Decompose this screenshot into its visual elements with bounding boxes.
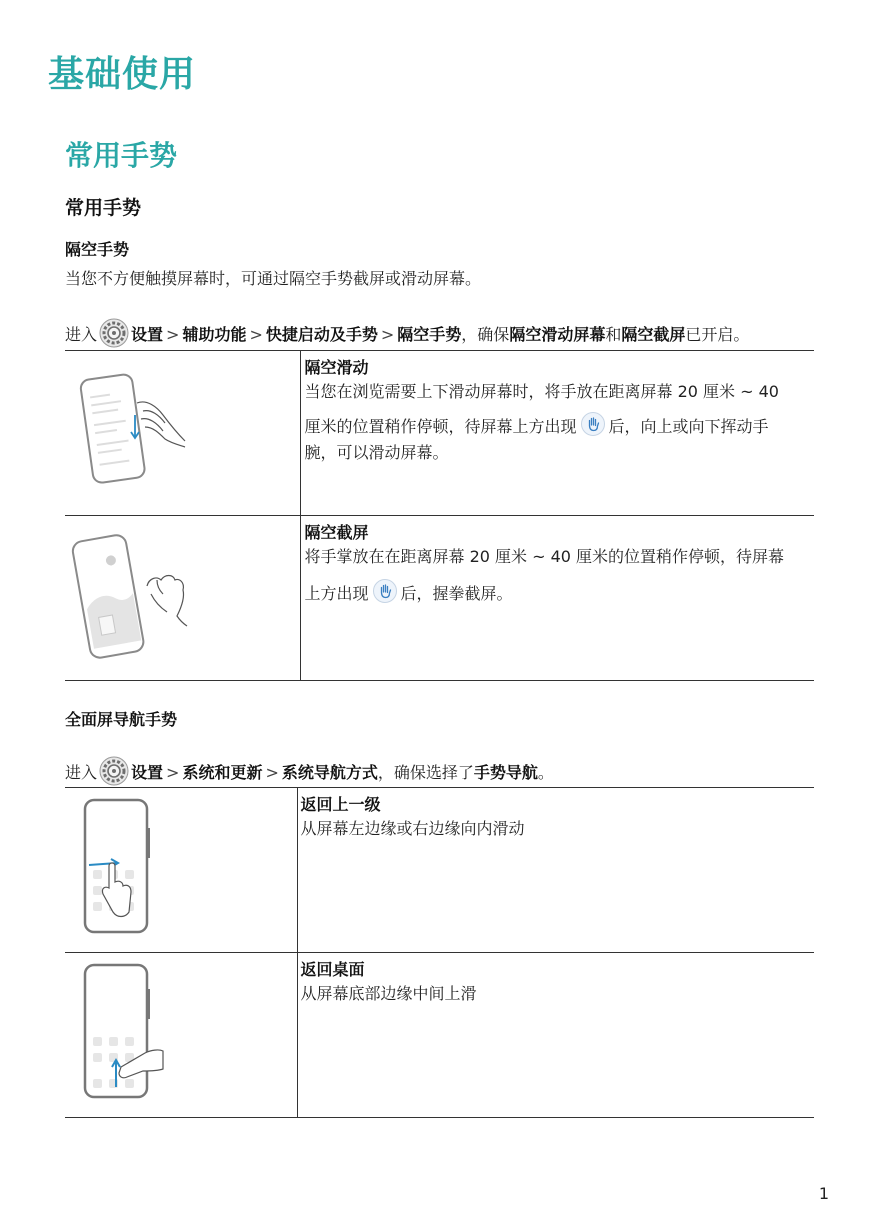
path-step-air-gesture: 隔空手势 [397, 325, 462, 344]
path-step-shortcuts: 快捷启动及手势 [265, 325, 378, 344]
air-swipe-line3: 腕，可以滑动屏幕。 [304, 443, 449, 462]
path-mid: ，确保选择了 [377, 763, 474, 782]
air-screenshot-illustration [65, 516, 300, 681]
option-air-screenshot: 隔空截屏 [621, 325, 686, 344]
path-suffix: 已开启。 [685, 325, 750, 344]
air-swipe-description [300, 351, 814, 516]
path-step-settings: 设置 [131, 325, 164, 344]
page-title: 基础使用 [48, 54, 197, 95]
path-prefix: 进入 [65, 763, 98, 782]
page-number: 1 [818, 1184, 829, 1203]
path-prefix: 进入 [65, 325, 98, 344]
air-swipe-illustration [65, 351, 300, 516]
table-row [65, 516, 814, 681]
air-swipe-title: 隔空滑动 [304, 358, 369, 377]
path-step-system-update: 系统和更新 [182, 763, 263, 782]
path-separator: > [380, 325, 395, 344]
nav-gesture-path [65, 756, 554, 786]
air-screenshot-line2b: 后，握拳截屏。 [400, 584, 513, 603]
option-air-swipe: 隔空滑动屏幕 [509, 325, 606, 344]
path-separator: > [166, 763, 180, 782]
table-row [65, 953, 814, 1118]
path-suffix: 。 [537, 763, 554, 782]
nav-gesture-table [65, 787, 814, 1118]
subsection-title: 常用手势 [65, 197, 142, 219]
section-title: 常用手势 [65, 139, 178, 172]
home-gesture-title: 返回桌面 [300, 960, 365, 979]
air-screenshot-title: 隔空截屏 [304, 523, 369, 542]
air-swipe-line2b: 后，向上或向下挥动手 [608, 417, 769, 436]
air-swipe-line2a: 厘米的位置稍作停顿，待屏幕上方出现 [304, 417, 577, 436]
table-row [65, 351, 814, 516]
back-gesture-text: 从屏幕左边缘或右边缘向内滑动 [300, 819, 525, 838]
option-gesture-navigation: 手势导航 [473, 763, 538, 782]
settings-gear-icon [99, 318, 129, 348]
path-mid: ，确保 [461, 325, 510, 344]
back-gesture-description [297, 788, 814, 953]
back-gesture-title: 返回上一级 [300, 795, 381, 814]
nav-gesture-title: 全面屏导航手势 [65, 710, 178, 729]
air-gesture-hand-icon [373, 579, 397, 603]
air-screenshot-line2 [305, 579, 815, 609]
air-gesture-table [65, 350, 814, 681]
table-row [65, 788, 814, 953]
air-gesture-title: 隔空手势 [65, 240, 130, 259]
path-and: 和 [605, 325, 622, 344]
air-screenshot-description [300, 516, 814, 681]
back-gesture-illustration [65, 788, 297, 953]
home-gesture-text: 从屏幕底部边缘中间上滑 [300, 984, 477, 1003]
path-step-settings: 设置 [131, 763, 164, 782]
path-step-accessibility: 辅助功能 [182, 325, 247, 344]
path-step-system-navigation: 系统导航方式 [281, 763, 378, 782]
settings-gear-icon [99, 756, 129, 786]
path-separator: > [265, 763, 279, 782]
home-gesture-description [297, 953, 814, 1118]
path-separator: > [166, 325, 180, 344]
air-swipe-line1: 当您在浏览需要上下滑动屏幕时，将手放在距离屏幕 20 厘米 ~ 40 [304, 382, 779, 401]
air-gesture-intro: 当您不方便触摸屏幕时，可通过隔空手势截屏或滑动屏幕。 [65, 269, 482, 288]
air-screenshot-line2a: 上方出现 [304, 584, 369, 603]
air-swipe-line2 [305, 412, 815, 442]
air-gesture-hand-icon [581, 412, 605, 436]
home-gesture-illustration [65, 953, 297, 1118]
air-screenshot-line1: 将手掌放在在距离屏幕 20 厘米 ~ 40 厘米的位置稍作停顿，待屏幕 [304, 547, 785, 566]
air-gesture-path [65, 318, 749, 348]
path-separator: > [249, 325, 263, 344]
